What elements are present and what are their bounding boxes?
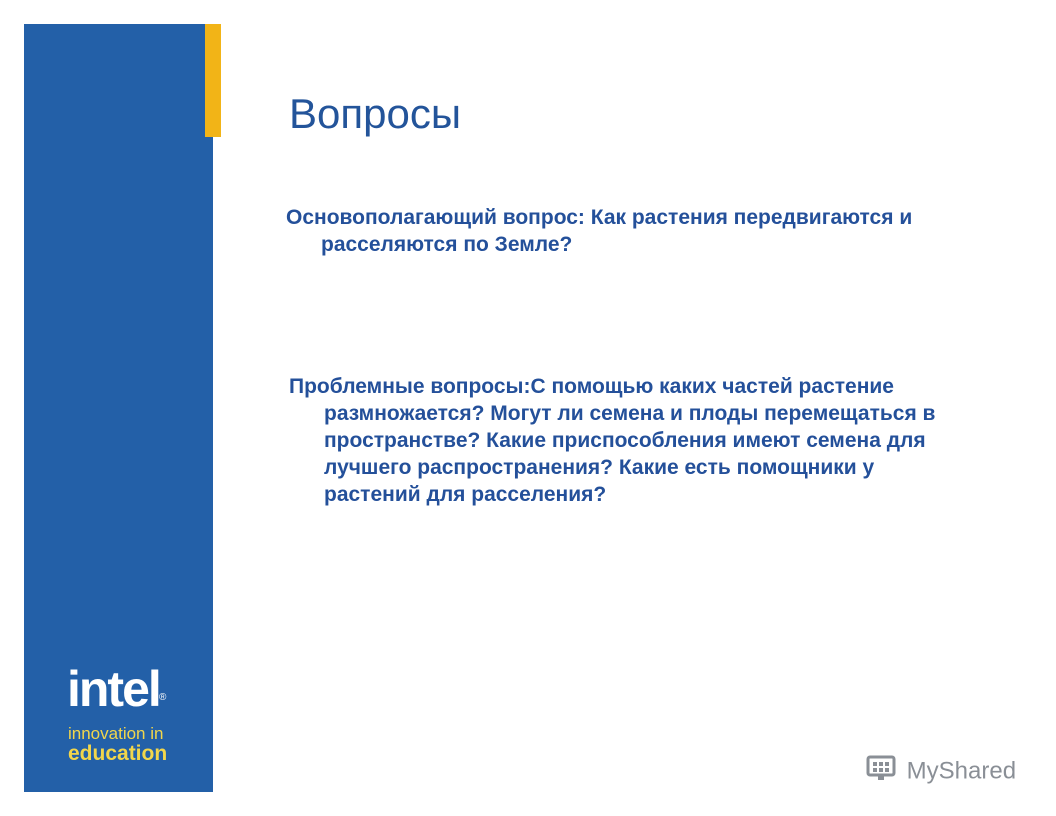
essential-question: Основополагающий вопрос: Как растения передвигаются и расселяются по Земле?	[286, 206, 913, 256]
problem-questions: Проблемные вопросы:С помощью каких частей растение размножается? Могут ли семена и плоды перемещаться в пространстве? Какие приспособления имеют семена для лучшего распространения? Какие есть помощники у растений для расселения?	[289, 375, 936, 506]
accent-bar	[205, 24, 221, 137]
logo-tagline-line-1: innovation in	[68, 724, 164, 743]
intel-logo	[67, 661, 167, 717]
mysharedlogo-icon	[866, 754, 896, 789]
registered-mark: ®	[159, 692, 167, 703]
watermark-text: MyShared	[906, 757, 1017, 785]
slide-title: Вопросы	[289, 90, 462, 137]
watermark	[866, 754, 1016, 789]
logo-tagline-line-2: education	[68, 742, 168, 765]
logo-wordmark: intel	[67, 661, 160, 717]
